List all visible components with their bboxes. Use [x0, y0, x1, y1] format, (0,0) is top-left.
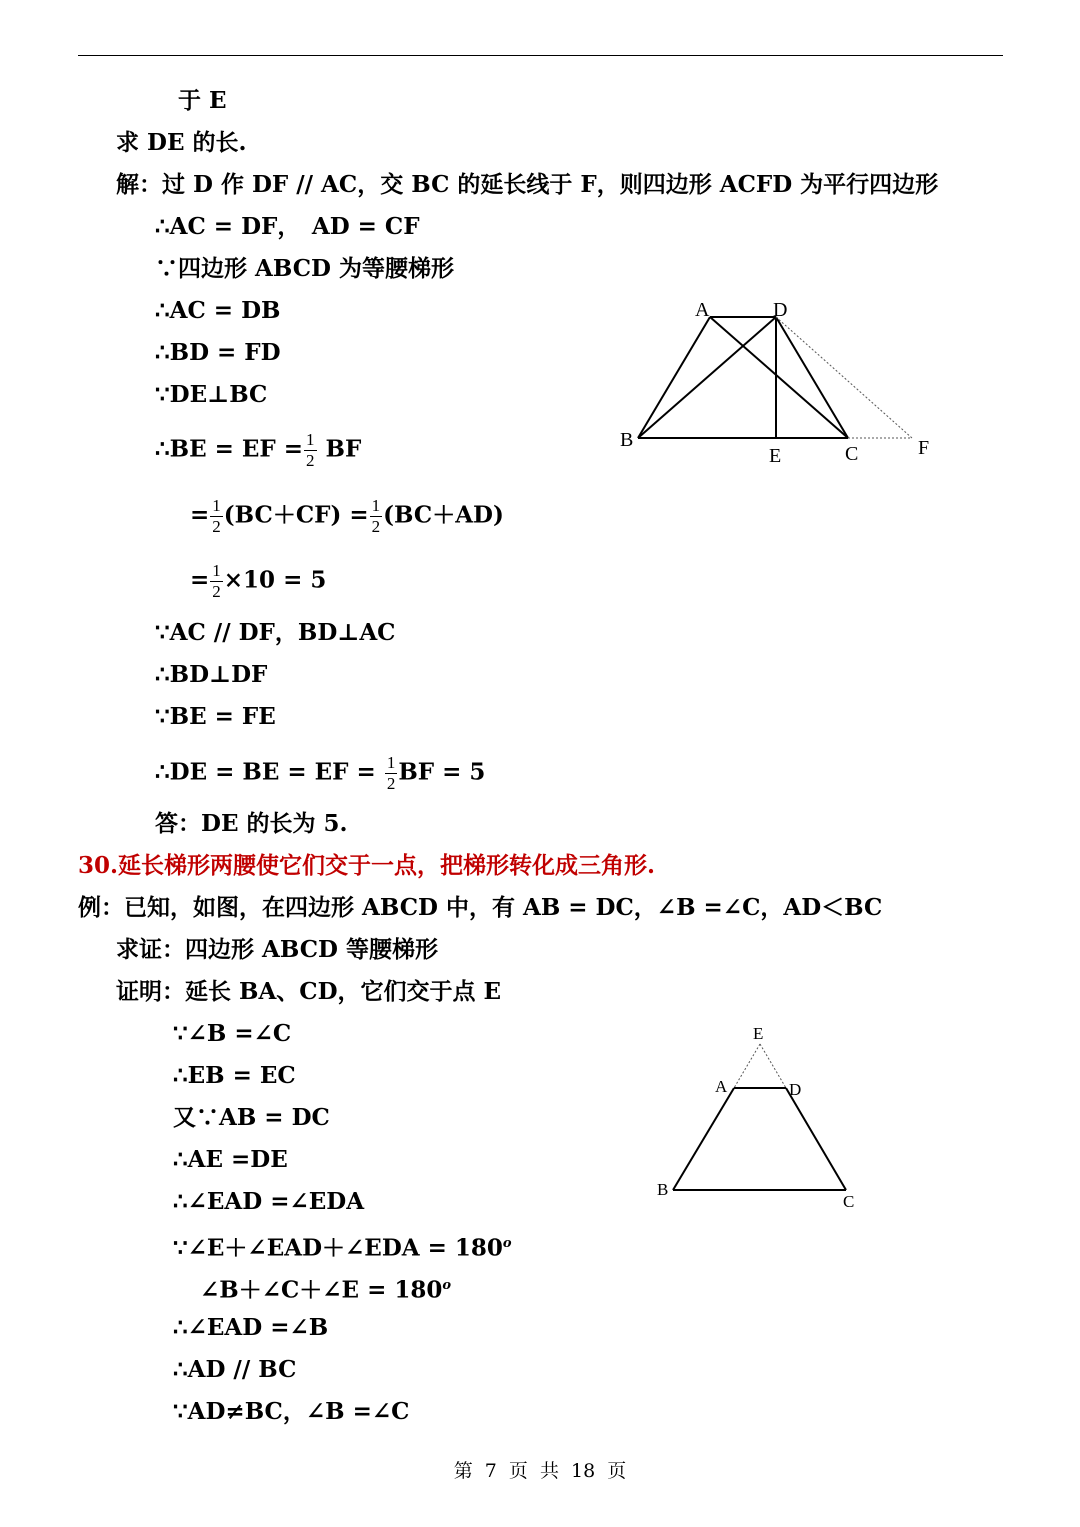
text-line: ∵AD≠BC，∠B =∠C [173, 1398, 410, 1425]
segment-ab [638, 317, 710, 438]
text-line: 证明：延长 BA、CD，它们交于点 E [116, 978, 502, 1005]
text-line: ∴AE =DE [173, 1146, 288, 1173]
label-d: D [773, 299, 788, 321]
label-a: A [715, 1077, 728, 1096]
figure-trapezoid-2 [650, 1020, 880, 1220]
text-line: ∵BE = FE [155, 703, 276, 730]
label-b: B [657, 1180, 669, 1199]
text-line: ∴AD // BC [173, 1356, 297, 1383]
section-heading: 30.延长梯形两腰使它们交于一点，把梯形转化成三角形. [78, 852, 656, 879]
text-line: ∴BD = FD [155, 339, 281, 366]
text-line: 于 E [178, 87, 227, 114]
equation-line [173, 1229, 512, 1264]
page-footer: 第 7 页 共 18 页 [453, 1460, 627, 1482]
figure-trapezoid-1 [600, 290, 960, 480]
segment-ab [673, 1088, 734, 1190]
text-line: ∴∠EAD =∠EDA [173, 1188, 365, 1215]
equation-text: ∵∠E＋∠EAD＋∠EDA = 180 [173, 1234, 503, 1262]
text-line: ∴AC = DB [155, 297, 281, 324]
text-line: 答：DE 的长为 5. [155, 810, 348, 837]
equation-line [190, 561, 326, 602]
segment-dc [776, 317, 848, 438]
equation-text: ×10 = 5 [223, 566, 327, 594]
equation-text: ∠B＋∠C＋∠E = 180 [200, 1276, 443, 1304]
label-b: B [620, 429, 634, 451]
segment-df [776, 317, 912, 438]
text-line: ∵四边形 ABCD 为等腰梯形 [155, 255, 454, 282]
text-line: 又∵AB = DC [173, 1104, 330, 1131]
equation-text: BF = 5 [398, 758, 486, 786]
equation-line [155, 430, 361, 471]
equation-text: = [190, 566, 210, 594]
fraction: $\frac{1}{2}$ [212, 496, 221, 536]
text-line: 例：已知，如图，在四边形 ABCD 中，有 AB = DC，∠B =∠C，AD＜BC [78, 894, 883, 921]
text-line: ∴BD⊥DF [155, 661, 268, 688]
label-d: D [789, 1080, 802, 1099]
equation-text: ∴BE = EF = [155, 435, 304, 463]
text-line: ∴AC = DF， AD = CF [155, 213, 420, 240]
segment-dc [786, 1088, 846, 1190]
fraction: $\frac{1}{2}$ [386, 753, 396, 793]
text-line: ∴∠EAD =∠B [173, 1314, 329, 1341]
equation-text: BF [325, 435, 362, 463]
equation-line [200, 1271, 451, 1306]
equation-line [190, 496, 504, 537]
fraction: $\frac{1}{2}$ [371, 496, 381, 536]
header-rule [78, 55, 1003, 56]
fraction: $\frac{1}{2}$ [306, 430, 315, 470]
label-c: C [843, 1192, 855, 1211]
text-line: ∴EB = EC [173, 1062, 296, 1089]
equation-text: = [190, 501, 210, 529]
segment-ed [760, 1044, 786, 1088]
text-line: 解：过 D 作 DF // AC，交 BC 的延长线于 F，则四边形 ACFD 为平行四边形 [116, 171, 939, 198]
degree-sign: o [502, 1236, 512, 1251]
segment-bd [638, 317, 776, 438]
label-e: E [753, 1024, 764, 1043]
segment-ea [734, 1044, 760, 1088]
text-line: ∵DE⊥BC [155, 381, 268, 408]
equation-text: (BC＋CF) = [223, 501, 369, 529]
text-line: 求 DE 的长. [116, 129, 247, 156]
equation-text: ∴DE = BE = EF = [155, 758, 376, 786]
label-c: C [845, 443, 859, 465]
label-f: F [918, 437, 930, 459]
text-line: 求证：四边形 ABCD 等腰梯形 [116, 936, 438, 963]
text-line: ∵AC // DF，BD⊥AC [155, 619, 396, 646]
label-e: E [769, 445, 782, 467]
equation-line [155, 753, 485, 794]
equation-text: (BC＋AD) [383, 501, 504, 529]
text-line: ∵∠B =∠C [173, 1020, 292, 1047]
fraction: $\frac{1}{2}$ [212, 561, 221, 601]
degree-sign: o [442, 1278, 452, 1293]
label-a: A [695, 299, 710, 321]
segment-ac [710, 317, 848, 438]
